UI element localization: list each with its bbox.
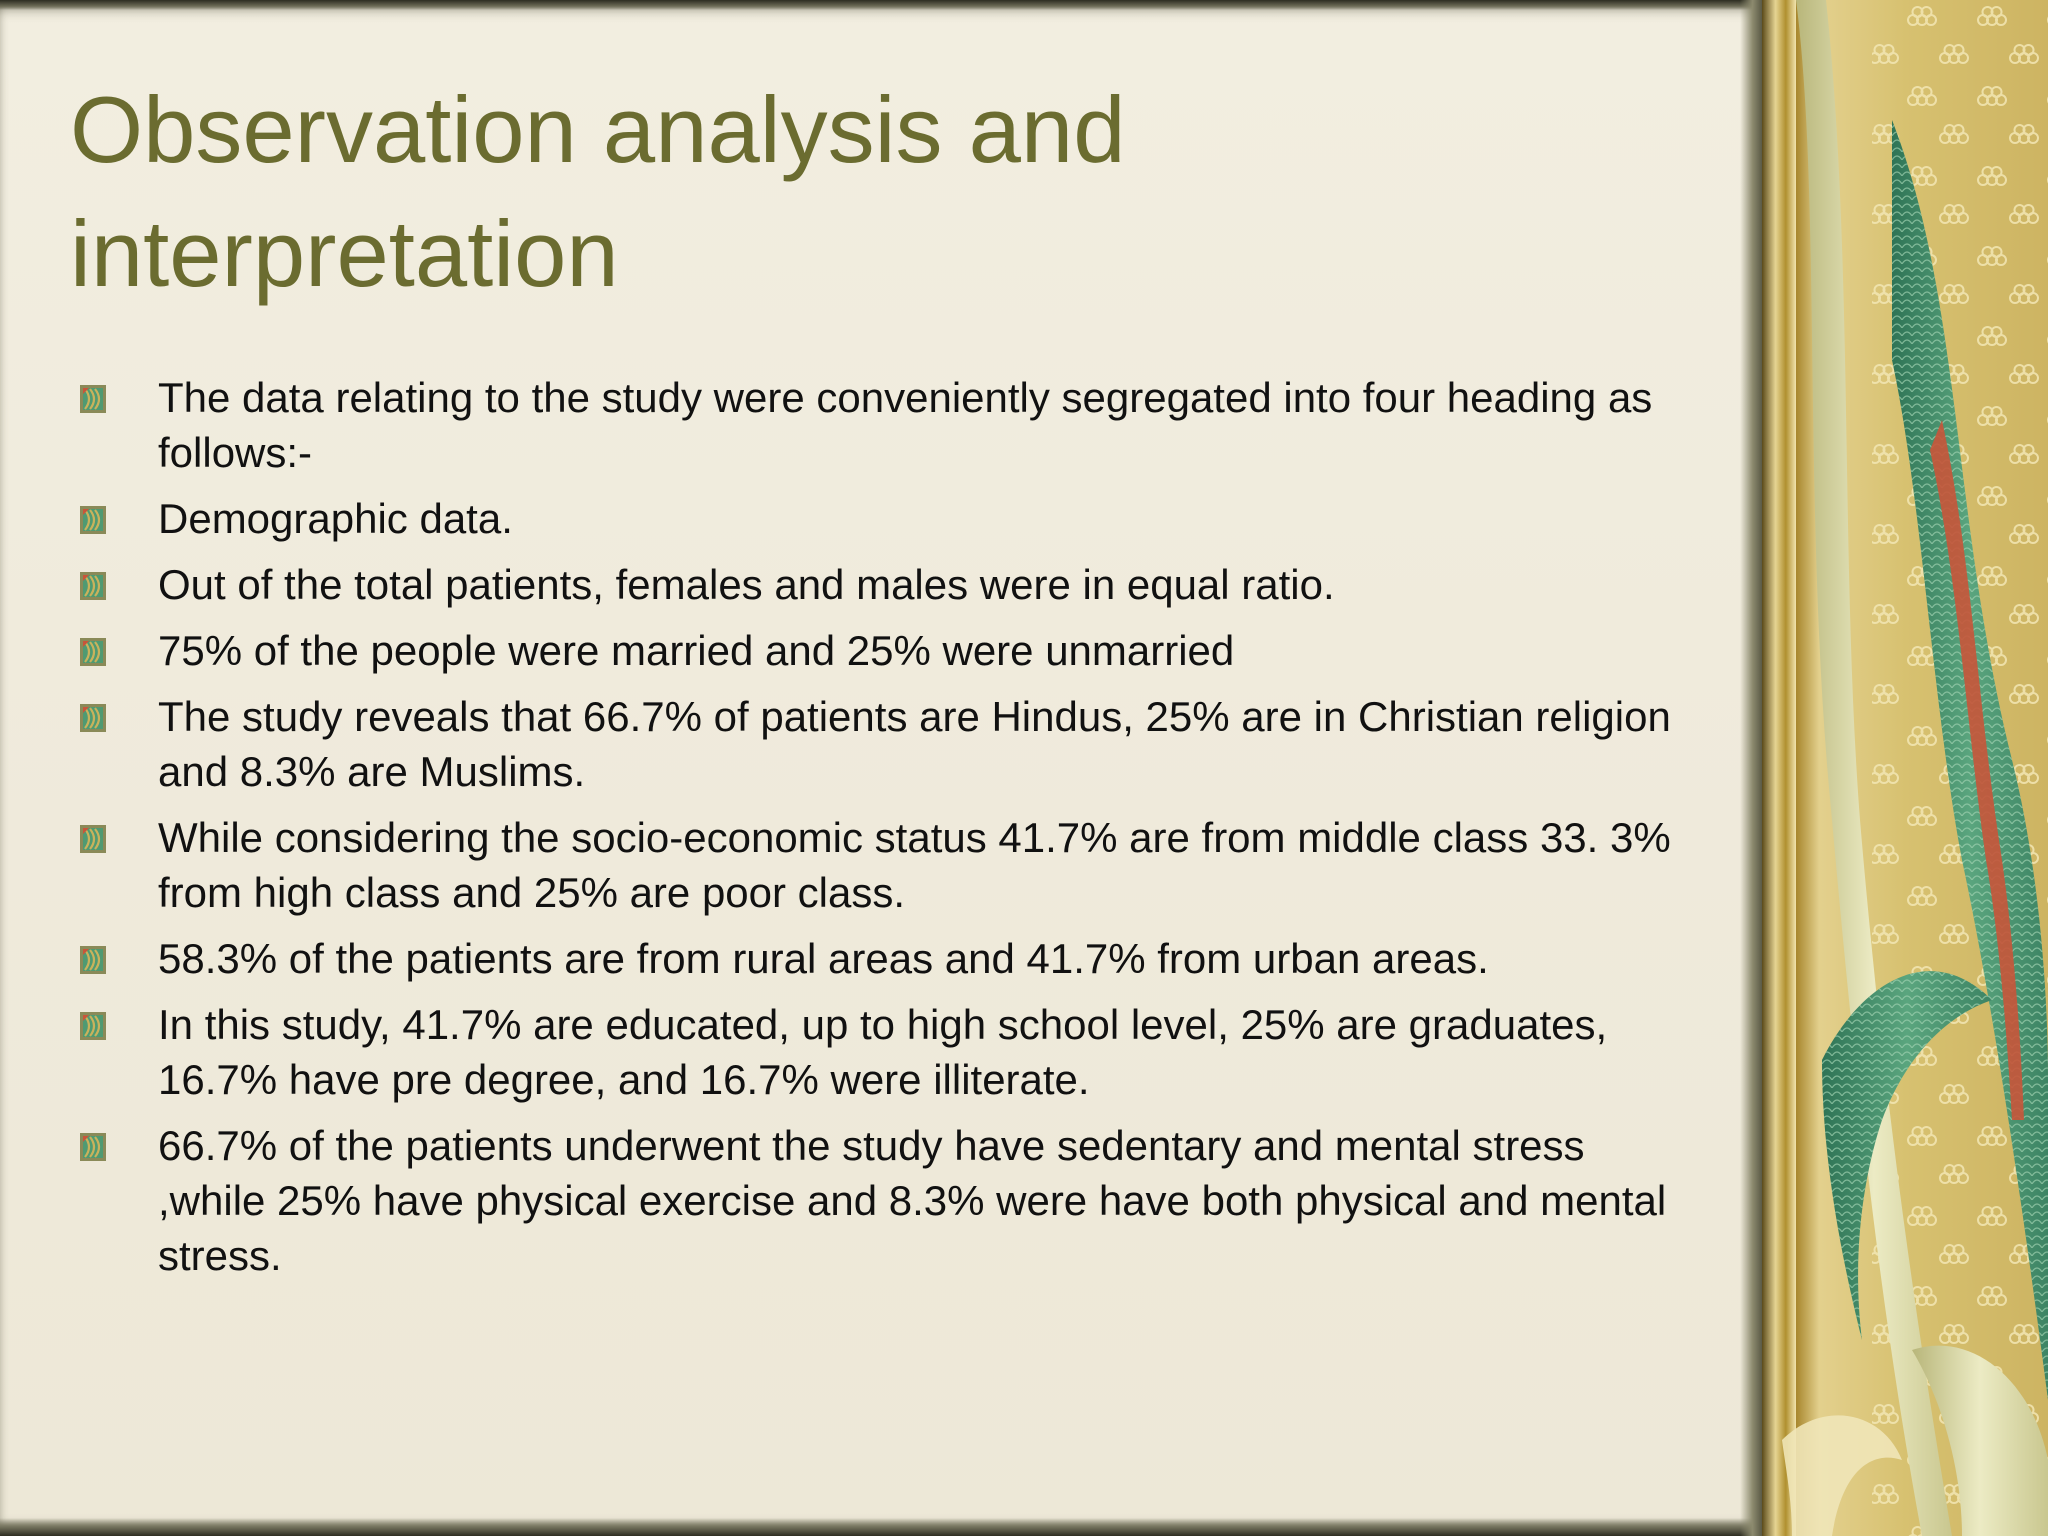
ornamental-square-icon bbox=[80, 572, 106, 600]
ornamental-square-icon bbox=[80, 704, 106, 732]
bullet-item bbox=[78, 623, 1698, 678]
ornamental-square-icon bbox=[80, 1012, 106, 1040]
slide-title: Observation analysis and interpretation bbox=[70, 77, 1126, 306]
bullet-text: 58.3% of the patients are from rural areas and 41.7% from urban areas. bbox=[158, 935, 1489, 982]
ornamental-square-icon bbox=[80, 385, 106, 413]
bullet-text: 75% of the people were married and 25% were unmarried bbox=[158, 627, 1235, 674]
bullet-text: Demographic data. bbox=[158, 495, 513, 542]
bullet-text: The study reveals that 66.7% of patients are Hindus, 25% are in Christian religion and 8.3% are Muslims. bbox=[158, 693, 1671, 795]
bullet-text: 66.7% of the patients underwent the study have sedentary and mental stress ,while 25% have physical exercise and 8.3% were have both physical and mental stress. bbox=[158, 1122, 1667, 1279]
bullet-text: The data relating to the study were conveniently segregated into four heading as follows:- bbox=[158, 374, 1653, 476]
bullet-item bbox=[78, 491, 1698, 546]
decorative-ribbon-panel bbox=[1762, 0, 2048, 1536]
ornamental-square-icon bbox=[80, 946, 106, 974]
ornamental-square-icon bbox=[80, 1133, 106, 1161]
bullet-item bbox=[78, 997, 1698, 1107]
ornamental-square-icon bbox=[80, 825, 106, 853]
bullet-item bbox=[78, 689, 1698, 799]
bullet-text: In this study, 41.7% are educated, up to high school level, 25% are graduates, 16.7% have pre degree, and 16.7% were illiterate. bbox=[158, 1001, 1608, 1103]
top-shadow-border bbox=[0, 0, 1762, 10]
bullet-item bbox=[78, 557, 1698, 612]
bullet-text: Out of the total patients, females and males were in equal ratio. bbox=[158, 561, 1335, 608]
bullet-list bbox=[78, 370, 1698, 1294]
bullet-item bbox=[78, 370, 1698, 480]
bullet-item bbox=[78, 931, 1698, 986]
bullet-item bbox=[78, 810, 1698, 920]
ornamental-square-icon bbox=[80, 506, 106, 534]
ornamental-square-icon bbox=[80, 638, 106, 666]
bullet-text: While considering the socio-economic status 41.7% are from middle class 33. 3% from high class and 25% are poor class. bbox=[158, 814, 1671, 916]
bullet-item bbox=[78, 1118, 1698, 1283]
bottom-shadow-border bbox=[0, 1518, 1762, 1536]
